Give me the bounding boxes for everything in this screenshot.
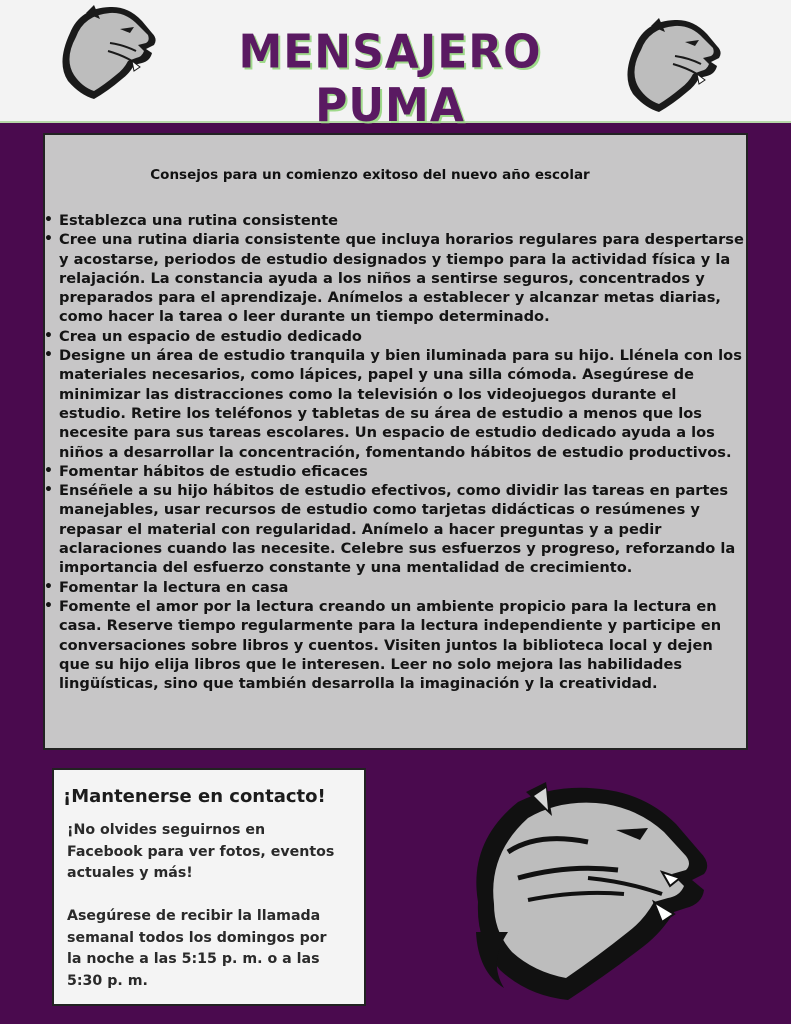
list-item: • Crea un espacio de estudio dedicado — [59, 327, 747, 346]
tips-panel — [43, 133, 748, 750]
puma-icon — [50, 3, 162, 103]
list-item: • Cree una rutina diaria consistente que incluya horarios regulares para despertarse y acostarse, periodos de estudio designados y tiempo para la actividad física y la relajación. La constancia ayuda a los niños a sentirse seguros, concentrados y preparados para el aprendizaje. Anímelos a establecer y alcanzar metas diarias, como hacer la tarea o leer durante un tiempo determinado. — [59, 230, 747, 326]
puma-icon — [448, 782, 718, 1007]
tips-title: Consejos para un comienzo exitoso del nuevo año escolar — [150, 167, 590, 183]
contact-facebook-text: ¡No olvides seguirnos en Facebook para ver fotos, eventos actuales y más! — [67, 822, 335, 881]
tips-list — [59, 211, 747, 693]
contact-box — [52, 768, 366, 1006]
list-item: • Fomentar hábitos de estudio eficaces — [59, 462, 747, 481]
newsletter-title: MENSAJERO PUMA — [238, 25, 542, 133]
list-item: • Designe un área de estudio tranquila y bien iluminada para su hijo. Llénela con los materiales necesarios, como lápices, papel y una silla cómoda. Asegúrese de minimizar las distracciones como la televisión o los videojuegos durante el estudio. Retire los teléfonos y tabletas de su área de estudio a menos que los necesite para sus tareas escolares. Un espacio de estudio dedicado ayuda a los niños a desarrollar la concentración, fomentando hábitos de estudio productivos. — [59, 346, 747, 462]
header-banner — [0, 0, 791, 133]
contact-title: ¡Mantenerse en contacto! — [63, 786, 326, 807]
list-item: • Enséñele a su hijo hábitos de estudio efectivos, como dividir las tareas en partes manejables, usar recursos de estudio como tarjetas didácticas o resúmenes y repasar el material con regularidad. Anímelo a hacer preguntas y a pedir aclaraciones cuando las necesite. Celebre sus esfuerzos y progreso, reforzando la importancia del esfuerzo constante y una mentalidad de crecimiento. — [59, 481, 747, 577]
list-item: • Fomente el amor por la lectura creando un ambiente propicio para la lectura en casa. Reserve tiempo regularmente para la lectura independiente y participe en conversaciones sobre libros y cuentos. Visiten juntos la biblioteca local y dejen que su hijo elija libros que le interesen. Leer no solo mejora las habilidades lingüísticas, sino que también desarrolla la imaginación y la creatividad. — [59, 597, 747, 693]
list-item: • Fomentar la lectura en casa — [59, 578, 747, 597]
contact-call-text: Asegúrese de recibir la llamada semanal todos los domingos por la noche a las 5:15 p. m. o a las 5:30 p. m. — [67, 908, 327, 989]
list-item: • Establezca una rutina consistente — [59, 211, 747, 230]
puma-icon — [615, 16, 727, 116]
